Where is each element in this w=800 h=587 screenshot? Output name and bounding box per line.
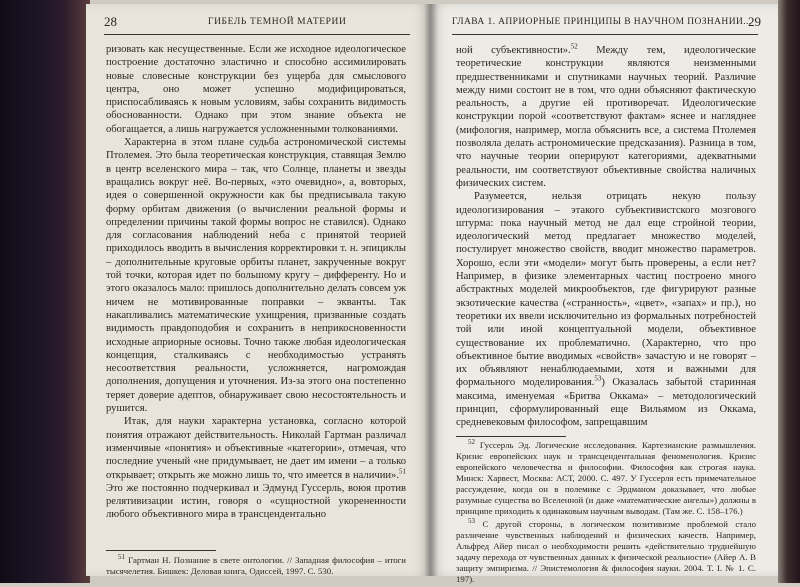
running-head: ГИБЕЛЬ ТЕМНОЙ МАТЕРИИ	[208, 17, 347, 27]
footnote-ref: 51	[399, 466, 406, 475]
page-number: 28	[104, 14, 117, 29]
footnote-text: Гуссерль Эд. Логические исследования. Картезианские размышления. Кризис европейских наук и трансцендентальная феноменология. Кризис европейского человечества и философии. Философия как строгая наука. Минск: Харвест, Москва: АСТ, 2000. С. 497. У Гуссерля есть примечательное рассуждение, когда он в полемике с Эрдманом доказывает, что любые разумные существа во Вселенной (и даже «математические ангелы») должны в принципе приходить к одинаковым научным выводам. (Там же. С. 158–176.)	[456, 440, 756, 516]
paragraph: ризовать как несущественные. Если же исходное идеологическое построение достаточно эластично и способно ассимилировать новые словесные конструкции без ущерба для смыслового центра, оно может успешно модифицироваться, приспосабливаясь к новым условиям, забы сохранить видимость обоснованности. Однако при этом знание объекта не обогащается, а лишь нагружается усложненными толкованиями.	[106, 44, 406, 135]
footnote-number: 51	[118, 553, 125, 562]
paragraph-text: Итак, для науки характерна установка, согласно которой понятия отражают действительность. Николай Гартман различал изменчивые «понятия» и объективные «категории», отмечая, что последние ученый «не придумывает, не дает им имени – а только открывает; открыть же можно лишь то, что имеется в наличии».	[106, 416, 406, 481]
book-gutter	[424, 4, 438, 576]
paragraph-text: Разумеется, нельзя отрицать некую пользу идеологизирования – этакого субъективистского мозгового штурма: пока научный метод не дал еще стройной теории, идеологический метод предлагает множество моделей, постулирует множество свойств, вводит множество параметров. Хорошо, если эти «модели» могут быть проверены, а если нет? Например, в физике элементарных частиц построено много абстрактных моделей микрообъектов, где фигурируют разные экзотические качества («странность», «цвет», «запах» и пр.), но теоретики их ввели исключительно из формальных потребностей той или иной концептуальной модели, объективное существование их проблематично. (Характерно, что про объективное бытие вводимых «свойств» зачастую и не говорят – их объявляют ненаблюдаемыми, хотя и важными для формального моделирования.	[456, 191, 756, 389]
header-rule	[452, 34, 758, 35]
right-page	[430, 4, 778, 584]
paragraph-text: Это же постоянно подчеркивал и Эдмунд Гуссерль, воюя против релятивизации истин, говоря о «сущностной укорененности любого объективного мира в трансцендентально	[106, 482, 406, 521]
book-cover-edge-right	[778, 0, 800, 583]
paragraph-text: Между тем, идеологические теоретические конструкции являются неизменными предшественниками и спутниками научных теорий. Различие между ними состоит не в том, что одни объясняют фактическую реальность, а другие ей противоречат. Идеологические конструкции порой «соответствуют фактам» яснее и нагляднее (мифология, например, могла объяснить все, а система Птолемея позволяла делать астрономические предсказания). Разница в том, что научные теории оперируют категориями, адекватными реальности, им соответствуют объективные свойства наличных физических систем.	[456, 45, 757, 189]
footnote-ref: 52	[570, 42, 578, 51]
footnote-rule	[106, 550, 216, 551]
paragraph: Характерна в этом плане судьба астрономической системы Птолемея. Это была теоретическая конструкция, ставящая Землю в центр вселенского мира – так, что Солнце, планеты и звезды вращались вокруг неё. Во-первых, «это очевидно», а, вовторых, идея о совершенной окружности как бы предписывала такую форму орбитам движения (о вычислении реальной формы и определении причины такой формы вопрос не ставился). Однако для согласования наблюдений неба с принятой теорией приходилось вводить в вычисления корректировки т. н. эпициклы – дополнительные круговые орбиты планет, закрученные вокруг той точки, которая идет по большому кругу – дифференту. Но и этого оказалось мало: пришлось дополнительно делать совсем уж ничем не мотивированные поправки – экванты. Так накапливались математические ухищрения, призванные создать видимость правдоподобия и сохранить в неприкосновенности исходные априорные основы. Точно также любая идеологическая концепция, сталкиваясь с необходимостью устранять несоответствия реальности, усложняется, нагромождая дополнения, допущения и уточнения. Из-за этого она постепенно теряет доверие адептов, обнаруживает свою несостоятельность и рушится.	[106, 137, 406, 415]
header-rule	[104, 34, 410, 35]
body-text	[106, 43, 406, 522]
footnote	[106, 555, 406, 577]
left-page	[86, 4, 430, 576]
footnote-rule	[456, 436, 566, 437]
running-head: ГЛАВА 1. АПРИОРНЫЕ ПРИНЦИПЫ В НАУЧНОМ ПОЗНАНИИ...	[452, 17, 752, 27]
paragraph	[456, 190, 756, 429]
paragraph-text: ) Оказалась забытой старинная максима, именуемая «Бритва Оккама» – методологический принцип, сформулированный еще Вильямом из Оккама, средневековым философом, запрещавшим	[456, 377, 756, 429]
paragraph-text: ной субъективности».	[456, 45, 571, 56]
footnote-number: 52	[468, 438, 475, 447]
page-number: 29	[748, 14, 761, 29]
book-cover-edge-left	[0, 0, 90, 583]
paragraph	[106, 415, 406, 521]
footnote-text: Гартман Н. Познание в свете онтологии. // Западная философия – итоги тысячелетия. Бишкек: Деловая книга, Одиссей, 1997. С. 530.	[106, 555, 406, 576]
footnotes	[106, 555, 406, 579]
footnotes	[456, 440, 756, 587]
body-text	[456, 44, 756, 430]
footnote-text: С другой стороны, в логическом позитивизме проблемой стало различение чувственных наблюдений и физических качеств. Например, Альфред Айер писал о необходимости решить «действительно труднейшую задачу перехода от чувственных данных к физической реальности» (Айер А. В защиту эмпиризма. // Эпистемология & философия науки. 2004. Т. I. № 1. С. 197).	[456, 519, 756, 584]
footnote	[456, 440, 756, 517]
footnote-number: 53	[468, 517, 475, 526]
footnote	[456, 519, 756, 585]
footnote-ref: 53	[594, 374, 602, 383]
paragraph	[456, 44, 756, 190]
